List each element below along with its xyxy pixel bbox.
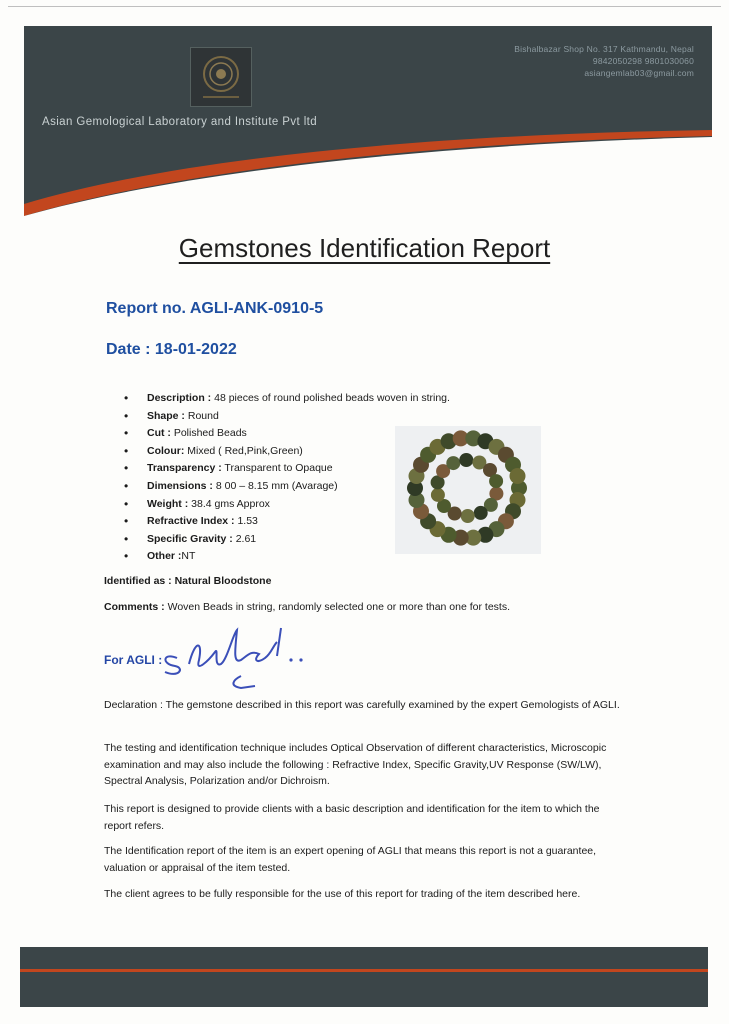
spec-item: • Weight : 38.4 gms Approx: [108, 496, 450, 514]
for-agli-label: For AGLI :: [104, 653, 163, 667]
gemstone-photo: [395, 426, 541, 554]
declaration-paragraph: Declaration : The gemstone described in this report was carefully examined by the expert Gemologists of AGLI.: [104, 699, 620, 711]
responsibility-paragraph: The client agrees to be fully responsible for the use of this report for trading of the item described here.: [104, 888, 581, 900]
spec-item: • Colour: Mixed ( Red,Pink,Green): [108, 443, 450, 461]
opinion-paragraph: The Identification report of the item is an expert opening of AGLI that means this report is not a guarantee, valuation or appraisal of the item tested.: [104, 845, 597, 874]
identified-as: Identified as : Natural Bloodstone: [104, 575, 272, 587]
spec-item: • Other :NT: [108, 548, 450, 566]
testing-paragraph: The testing and identification technique includes Optical Observation of different characteristics, Microscopic examination and may also include the following : Refractive Index, Specific Gravity,UV Response (SW/LW), Spectral Analysis, Polarization and/or Dichroism.: [104, 742, 607, 787]
comments: Comments : Woven Beads in string, randomly selected one or more than one for tests.: [104, 601, 511, 613]
purpose-paragraph: This report is designed to provide clients with a basic description and identification for the item to which the report refers.: [104, 803, 600, 832]
report-title: Gemstones Identification Report: [178, 233, 551, 263]
footer-rule: [20, 969, 708, 972]
footer-band: [20, 947, 708, 1007]
lab-address: [514, 43, 694, 79]
spec-item: • Shape : Round: [108, 408, 450, 426]
spec-item: • Specific Gravity : 2.61: [108, 531, 450, 549]
address-line: Bishalbazar Shop No. 317 Kathmandu, Nepal: [514, 44, 694, 54]
spec-item: • Refractive Index : 1.53: [108, 513, 450, 531]
letterhead-band: [24, 26, 712, 216]
crest-logo-icon: [190, 47, 252, 107]
signature-icon: [155, 620, 325, 695]
spec-item: • Transparency : Transparent to Opaque: [108, 460, 450, 478]
company-name: Asian Gemological Laboratory and Institute Pvt ltd: [42, 116, 318, 128]
address-line: 9842050298 9801030060: [592, 56, 694, 66]
report-date: Date : 18-01-2022: [106, 341, 237, 358]
spec-item: • Cut : Polished Beads: [108, 425, 450, 443]
spec-item: • Description : 48 pieces of round polished beads woven in string.: [108, 390, 450, 408]
address-line: asiangemlab03@gmail.com: [584, 68, 694, 78]
page-top-rule: [8, 6, 721, 7]
spec-item: • Dimensions : 8 00 – 8.15 mm (Avarage): [108, 478, 450, 496]
report-number: Report no. AGLI-ANK-0910-5: [106, 300, 324, 317]
